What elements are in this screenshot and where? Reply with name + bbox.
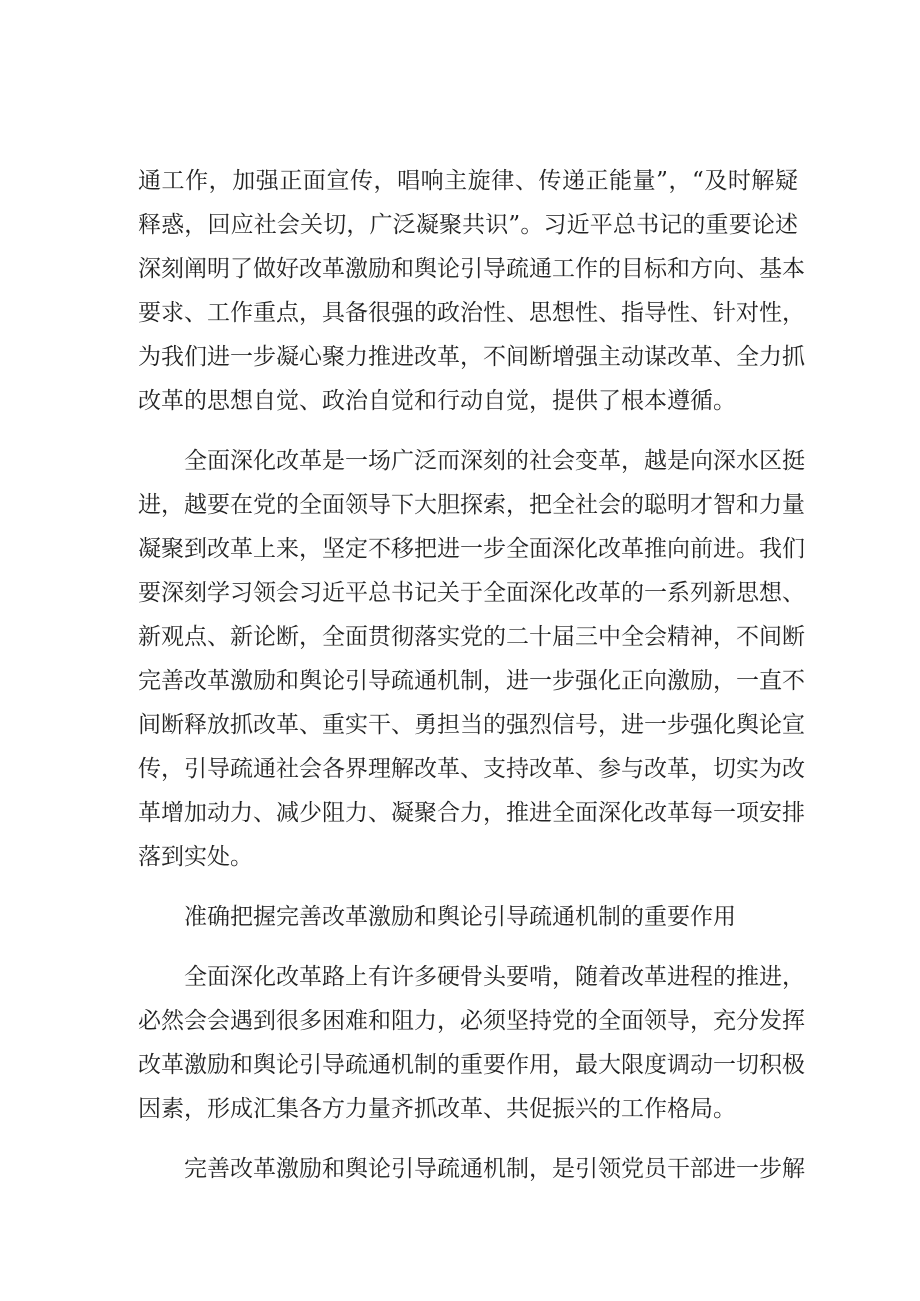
paragraph-1: [138, 159, 805, 423]
text-line: 凝聚到改革上来，坚定不移把进一步全面深化改革推向前进。我们: [138, 536, 805, 562]
text-line: 全面深化改革是一场广泛而深刻的社会变革，越是向深水区挺: [184, 448, 805, 474]
text-line: 因素，形成汇集各方力量齐抓改革、共促振兴的工作格局。: [138, 1096, 736, 1122]
text-line: 完善改革激励和舆论引导疏通机制，进一步强化正向激励，一直不: [138, 668, 805, 694]
document-page: [138, 159, 805, 1191]
text-line: 全面深化改革路上有许多硬骨头要啃，随着改革进程的推进，: [184, 964, 805, 990]
text-line: 深刻阐明了做好改革激励和舆论引导疏通工作的目标和方向、基本: [138, 256, 805, 282]
text-line: 革增加动力、减少阻力、凝聚合力，推进全面深化改革每一项安排: [138, 800, 805, 826]
text-line: 必然会会遇到很多困难和阻力，必须坚持党的全面领导，充分发挥: [138, 1008, 805, 1034]
text-line: 为我们进一步凝心聚力推进改革，不间断增强主动谋改革、全力抓: [138, 344, 805, 370]
text-line: 完善改革激励和舆论引导疏通机制，是引领党员干部进一步解: [184, 1156, 805, 1182]
text-line: 要深刻学习领会习近平总书记关于全面深化改革的一系列新思想、: [138, 580, 805, 606]
text-line: 进，越要在党的全面领导下大胆探索，把全社会的聪明才智和力量: [138, 492, 805, 518]
paragraph-3: [138, 955, 805, 1131]
text-line: 改革的思想自觉、政治自觉和行动自觉，提供了根本遵循。: [138, 388, 736, 414]
text-line: 传，引导疏通社会各界理解改革、支持改革、参与改革，切实为改: [138, 756, 805, 782]
heading-text: 准确把握完善改革激励和舆论引导疏通机制的重要作用: [184, 904, 736, 930]
text-line: 要求、工作重点，具备很强的政治性、思想性、指导性、针对性，: [138, 300, 805, 326]
text-line: 落到实处。: [138, 844, 253, 870]
paragraph-2: [138, 439, 805, 879]
text-line: 通工作，加强正面宣传，唱响主旋律、传递正能量”，“及时解疑: [138, 168, 798, 194]
text-line: 改革激励和舆论引导疏通机制的重要作用，最大限度调动一切积极: [138, 1052, 805, 1078]
section-heading: [138, 895, 798, 939]
text-line: 释惑，回应社会关切，广泛凝聚共识”。习近平总书记的重要论述: [138, 212, 798, 238]
text-line: 新观点、新论断，全面贯彻落实党的二十届三中全会精神，不间断: [138, 624, 805, 650]
paragraph-4: [138, 1147, 805, 1191]
text-line: 间断释放抓改革、重实干、勇担当的强烈信号，进一步强化舆论宣: [138, 712, 805, 738]
